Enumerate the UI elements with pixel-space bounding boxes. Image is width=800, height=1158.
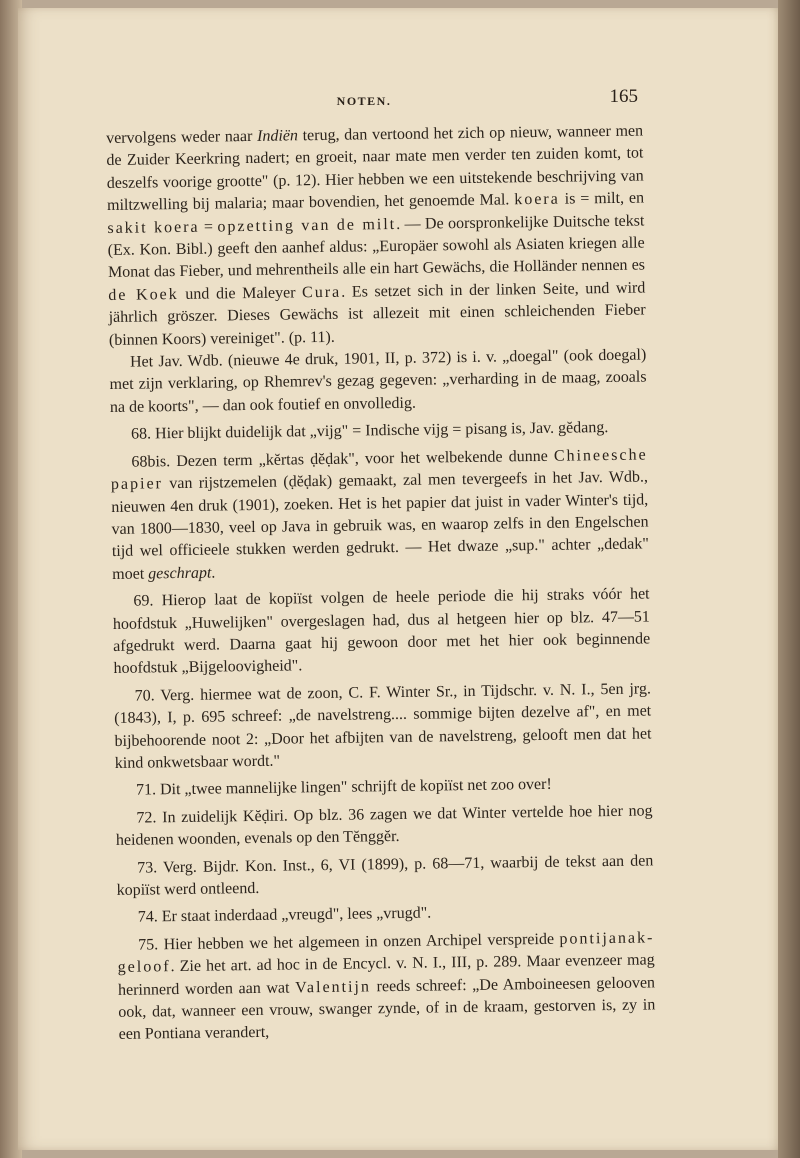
text-run: 75. Hier hebben we het algemeen in onzen Archipel verspreide [138, 930, 560, 954]
spaced-run: opzetting van de milt [217, 215, 397, 236]
text-run: reeds schreef: „De Amboineesen gelooven ook, dat, wanneer een vrouw, swanger zynde, of in de kraam, gestorven is, zy in een Pontiana verandert, [118, 974, 656, 1044]
paragraph-jav-wdb: Het Jav. Wdb. (nieuwe 4e druk, 1901, II, p. 372) is i. v. „doegal" (ook doegal) met zijn verklaring, op Rhemrev's gezag gegeven: „verharding in de maag, zooals na de koorts", — dan ook foutief en onvolledig. [109, 346, 647, 416]
text-run: . Zie het art. ad hoc in de Encycl. v. N. I., III, p. 289. Maar evenzeer mag herinnerd worden aan wat [117, 951, 655, 999]
note-71: 71. Dit „twee mannelijke lingen" schrijft de kopiïst net zoo over! [135, 776, 552, 800]
text-run: terug, dan vertoond het zich op nieuw, wanneer men de Zuider Keerkring nadert; en groeit, naar mate men verder ten zuiden komt, tot deszelfs voorige grootte" (p. 12). Hier hebben we een uitstekende beschrijving van miltzwelling bij malaria; maar bovendien, het genoemde Mal. [106, 122, 644, 215]
text-run: = [199, 218, 218, 236]
text-run: und die Maleyer [178, 284, 303, 303]
spaced-run: Valentijn [295, 978, 372, 997]
note-73: 73. Verg. Bijdr. Kon. Inst., 6, VI (1899), p. 68—71, waarbij de tekst aan den kopiïst werd ontleend. [116, 852, 654, 899]
spaced-run: sakit koera [107, 218, 200, 237]
spaced-run: koera [514, 190, 560, 209]
note-70: 70. Verg. hiermee wat de zoon, C. F. Winter Sr., in Tijdschr. v. N. I., 5en jrg. (1843), I, p. 695 schreef: „de navelstreng.... sommige bijten dezelve af", en met bijbehoorende noot 2: „Door het afbijten van de navelstreng, gelooft men dat het kind onkwetsbaar wordt." [114, 680, 652, 772]
text-run: is = milt, en [559, 189, 645, 208]
text-run: . Es setzet sich in der linken Seite, und wird jährlich gröszer. Dieses Gewächs ist allezeit mit einen schleichenden Fieber (binnen Koors) vereiniget". (p. 11). [108, 279, 646, 349]
notes-body [106, 121, 656, 1047]
page-number: 165 [609, 86, 638, 107]
page-edge [778, 0, 800, 1158]
note-68: 68. Hier blijkt duidelijk dat „vijg" = Indische vijg = pisang is, Jav. gĕdang. [130, 419, 609, 443]
text-run: 68bis. Dezen term „kĕrtas ḍĕḍak", voor het welbekende dunne [131, 447, 554, 471]
spaced-run: Cura [301, 283, 342, 302]
page-header [88, 86, 640, 116]
note-75 [117, 927, 656, 1047]
spaced-run: de Koek [108, 285, 179, 304]
note-74: 74. Er staat inderdaad „vreugd", lees „vrugd". [137, 904, 432, 927]
text-run: vervolgens weder naar [106, 127, 258, 147]
text-run: . [211, 564, 216, 582]
text-run: . — De oorspronkelijke Duitsche tekst (Ex. Kon. Bibl.) geeft den aanhef aldus: „Europäer sowohl als Asiaten kriegen alle Monat das Fieber, und mehrentheils alle ein hart Gewächs, die Holländer nennen es [107, 212, 646, 282]
italic-run: geschrapt [148, 564, 212, 583]
italic-run: Indiën [256, 127, 299, 145]
text-run: van rijstzemelen (ḍĕḍak) gemaakt, zal men tevergeefs in het Jav. Wdb., nieuwen 4en druk (1901), zoeken. Het is het papier dat juist in vader Winter's tijd, van 1800—1830, veel op Java in gebruik was, en waarop zelfs in den Engelschen tijd wel officieele stukken werden gedrukt. — Het dwaze „sup." achter „dedak" moet [111, 468, 649, 583]
note-69: 69. Hierop laat de kopiïst volgen de heele periode die hij straks vóór het hoofdstuk „Huwelijken" overgeslagen had, dus al hetgeen hier op blz. 47—51 afgedrukt werd. Daarna gaat hij gewoon door met het hier ook beginnende hoofdstuk „Bijgeloovigheid". [112, 585, 651, 678]
note-68bis [111, 444, 650, 586]
spaced-run: pontijanak-geloof [117, 929, 655, 977]
spaced-run: Chineesche papier [110, 446, 648, 494]
paragraph-continuation [106, 121, 646, 353]
note-72: 72. In zuidelijk Kĕḍiri. Op blz. 36 zagen we dat Winter vertelde hoe hier nog heidenen woonden, evenals op den Tĕnggĕr. [115, 802, 653, 850]
running-head: NOTEN. [336, 94, 392, 108]
